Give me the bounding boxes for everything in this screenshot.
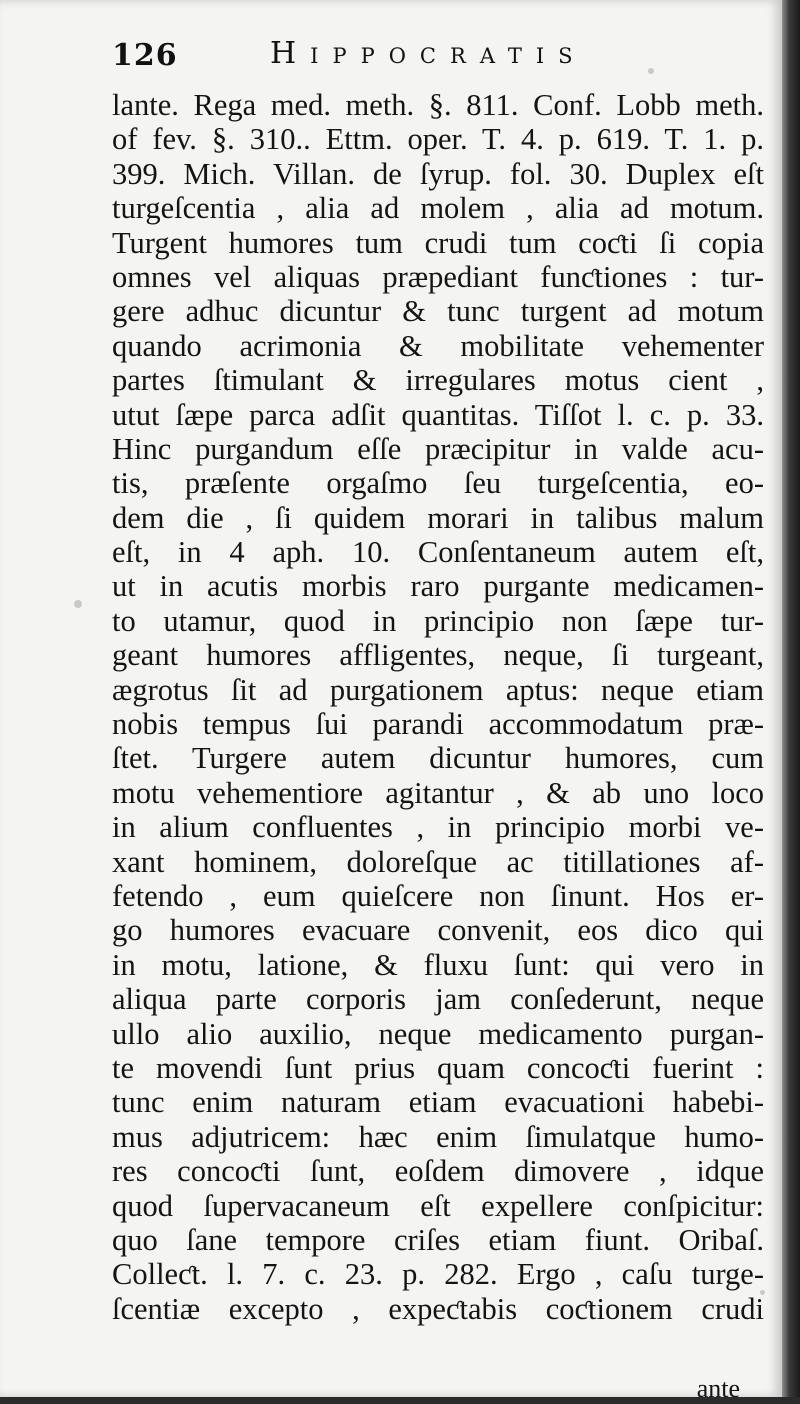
text-line: mus adjutricem: hæc enim ſimulatque humo- (112, 1119, 764, 1154)
text-line: Colleƈt. l. 7. c. 23. p. 282. Ergo , caſu turge- (112, 1257, 764, 1292)
text-line: utut ſæpe parca adſit quantitas. Tiſſot l. c. p. 33. (112, 397, 764, 432)
text-line: Turgent humores tum crudi tum coƈti ſi copia (112, 225, 764, 260)
text-line: aliqua parte corporis jam conſederunt, neque (112, 982, 764, 1017)
text-line: Hinc purgandum eſſe præcipitur in valde acu- (112, 431, 764, 466)
running-head: Hippocratis (270, 36, 587, 71)
text-line: in alium confluentes , in principio morbi ve- (112, 810, 764, 845)
page-header (112, 32, 752, 80)
catchword: ante (696, 1374, 740, 1403)
text-line: ægrotus ſit ad purgationem aptus: neque etiam (112, 672, 764, 707)
text-line: res concoƈti ſunt, eoſdem dimovere , idque (112, 1154, 764, 1189)
text-line: gere adhuc dicuntur & tunc turgent ad motum (112, 294, 764, 329)
text-line: go humores evacuare convenit, eos dico qui (112, 913, 764, 948)
text-line: tis, præſente orgaſmo ſeu turgeſcentia, eo- (112, 466, 764, 501)
text-line: eſt, in 4 aph. 10. Conſentaneum autem eſt, (112, 535, 764, 570)
text-line: partes ſtimulant & irregulares motus cient , (112, 363, 764, 398)
ink-speck (74, 600, 82, 608)
text-line: of fev. §. 310.. Ettm. oper. T. 4. p. 619. T. 1. p. (112, 122, 764, 157)
text-line: tunc enim naturam etiam evacuationi habebi- (112, 1085, 764, 1120)
text-line: ſcentiæ excepto , expeƈtabis coƈtionem crudi (112, 1291, 764, 1326)
text-line: motu vehementiore agitantur , & ab uno loco (112, 775, 764, 810)
text-line: ullo alio auxilio, neque medicamento purgan- (112, 1016, 764, 1051)
text-line: quo ſane tempore criſes etiam fiunt. Oribaſ. (112, 1222, 764, 1257)
text-line: dem die , ſi quidem morari in talibus malum (112, 500, 764, 535)
text-line: 399. Mich. Villan. de ſyrup. fol. 30. Duplex eſt (112, 156, 764, 191)
body-text (112, 88, 764, 1326)
text-line: geant humores affligentes, neque, ſi turgeant, (112, 638, 764, 673)
page-number: 126 (112, 38, 178, 73)
text-line: quando acrimonia & mobilitate vehementer (112, 328, 764, 363)
book-spine-shadow (782, 0, 800, 1397)
text-line: lante. Rega med. meth. §. 811. Conf. Lobb meth. (112, 88, 764, 122)
text-line: to utamur, quod in principio non ſæpe tur- (112, 603, 764, 638)
text-line: turgeſcentia , alia ad molem , alia ad motum. (112, 191, 764, 226)
text-line: ſtet. Turgere autem dicuntur humores, cum (112, 741, 764, 776)
text-line: omnes vel aliquas præpediant funƈtiones : tur- (112, 259, 764, 294)
text-line: in motu, latione, & fluxu ſunt: qui vero in (112, 947, 764, 982)
text-line: ut in acutis morbis raro purgante medicamen- (112, 569, 764, 604)
text-line: te movendi ſunt prius quam concoƈti fuerint : (112, 1050, 764, 1085)
text-line: fetendo , eum quieſcere non ſinunt. Hos er- (112, 878, 764, 913)
text-line: quod ſupervacaneum eſt expellere conſpicitur: (112, 1188, 764, 1223)
text-line: xant hominem, doloreſque ac titillationes af- (112, 844, 764, 879)
text-line: nobis tempus ſui parandi accommodatum præ- (112, 707, 764, 742)
